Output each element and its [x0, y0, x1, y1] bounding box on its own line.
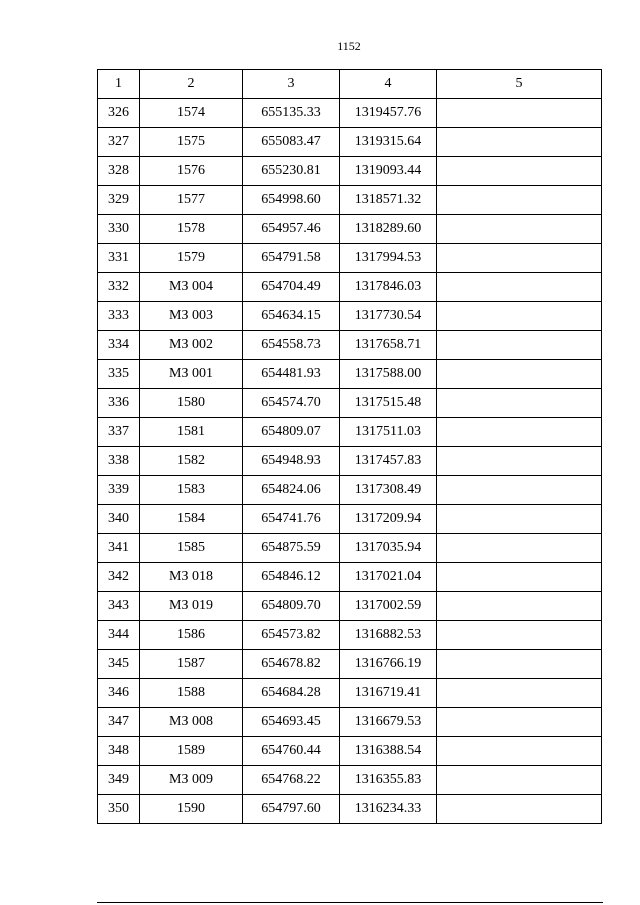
table-cell-col-3: 654634.15	[243, 302, 340, 331]
table-cell-col-5	[437, 766, 602, 795]
table-cell-col-1: 326	[98, 99, 140, 128]
table-cell-col-2: 1574	[140, 99, 243, 128]
table-cell-col-4: 1316882.53	[340, 621, 437, 650]
table-cell-col-3: 655135.33	[243, 99, 340, 128]
table-cell-col-4: 1316388.54	[340, 737, 437, 766]
table-cell-col-5	[437, 128, 602, 157]
table-cell-col-3: 654573.82	[243, 621, 340, 650]
table-row	[98, 737, 602, 766]
table-cell-col-5	[437, 273, 602, 302]
table-cell-col-4: 1317209.94	[340, 505, 437, 534]
table-cell-col-4: 1317021.04	[340, 563, 437, 592]
table-cell-col-2: МЗ 019	[140, 592, 243, 621]
table-cell-col-3: 654574.70	[243, 389, 340, 418]
table-cell-col-5	[437, 534, 602, 563]
table-cell-col-5	[437, 737, 602, 766]
table-cell-col-2: 1589	[140, 737, 243, 766]
table-cell-col-1: 348	[98, 737, 140, 766]
table-cell-col-4: 1317588.00	[340, 360, 437, 389]
table-cell-col-1: 347	[98, 708, 140, 737]
table-cell-col-4: 1317457.83	[340, 447, 437, 476]
table-cell-col-1: 340	[98, 505, 140, 534]
table-cell-col-3: 654558.73	[243, 331, 340, 360]
table-cell-col-2: 1586	[140, 621, 243, 650]
table-cell-col-1: 330	[98, 215, 140, 244]
table-cell-col-5	[437, 476, 602, 505]
table-row	[98, 360, 602, 389]
table-cell-col-2: 1580	[140, 389, 243, 418]
table-cell-col-3: 654809.70	[243, 592, 340, 621]
table-cell-col-3: 655230.81	[243, 157, 340, 186]
table-cell-col-2: 1588	[140, 679, 243, 708]
table-cell-col-3: 654684.28	[243, 679, 340, 708]
footer-rule	[97, 902, 603, 903]
table-cell-col-2: 1584	[140, 505, 243, 534]
table-cell-col-2: 1581	[140, 418, 243, 447]
table-cell-col-5	[437, 389, 602, 418]
table-cell-col-4: 1317658.71	[340, 331, 437, 360]
table-cell-col-4: 1317846.03	[340, 273, 437, 302]
table-cell-col-4: 1317511.03	[340, 418, 437, 447]
table-cell-col-1: 331	[98, 244, 140, 273]
table-cell-col-3: 654768.22	[243, 766, 340, 795]
table-cell-col-3: 654693.45	[243, 708, 340, 737]
table-cell-col-3: 654704.49	[243, 273, 340, 302]
table-cell-col-4: 1319093.44	[340, 157, 437, 186]
table-cell-col-1: 344	[98, 621, 140, 650]
table-cell-col-5	[437, 157, 602, 186]
table-row	[98, 215, 602, 244]
table-cell-col-4: 1317002.59	[340, 592, 437, 621]
table-row	[98, 302, 602, 331]
table-row	[98, 621, 602, 650]
table-cell-col-4: 1316355.83	[340, 766, 437, 795]
table-cell-col-3: 654948.93	[243, 447, 340, 476]
table-cell-col-1: 338	[98, 447, 140, 476]
table-row	[98, 708, 602, 737]
table-cell-col-4: 1316234.33	[340, 795, 437, 824]
table-cell-col-5	[437, 592, 602, 621]
table-cell-col-5	[437, 302, 602, 331]
table-cell-col-2: МЗ 001	[140, 360, 243, 389]
table-row	[98, 186, 602, 215]
table-cell-col-1: 336	[98, 389, 140, 418]
table-cell-col-3: 654957.46	[243, 215, 340, 244]
table-cell-col-2: 1590	[140, 795, 243, 824]
table-row	[98, 679, 602, 708]
table-cell-col-2: 1578	[140, 215, 243, 244]
table-row	[98, 244, 602, 273]
table-cell-col-1: 335	[98, 360, 140, 389]
table-cell-col-1: 334	[98, 331, 140, 360]
table-cell-col-5	[437, 621, 602, 650]
table-cell-col-1: 333	[98, 302, 140, 331]
table-cell-col-1: 350	[98, 795, 140, 824]
table-row	[98, 766, 602, 795]
table-row	[98, 447, 602, 476]
table-cell-col-3: 654824.06	[243, 476, 340, 505]
table-cell-col-2: 1575	[140, 128, 243, 157]
table-cell-col-1: 339	[98, 476, 140, 505]
table-cell-col-5	[437, 418, 602, 447]
table-cell-col-5	[437, 244, 602, 273]
table-cell-col-2: МЗ 018	[140, 563, 243, 592]
table-cell-col-4: 1318289.60	[340, 215, 437, 244]
table-cell-col-4: 1318571.32	[340, 186, 437, 215]
column-header-5: 5	[437, 70, 602, 99]
table-row	[98, 563, 602, 592]
table-cell-col-4: 1319457.76	[340, 99, 437, 128]
table-cell-col-4: 1317035.94	[340, 534, 437, 563]
table-cell-col-2: МЗ 003	[140, 302, 243, 331]
table-cell-col-3: 654741.76	[243, 505, 340, 534]
table-cell-col-1: 342	[98, 563, 140, 592]
table-cell-col-2: МЗ 004	[140, 273, 243, 302]
table-cell-col-2: МЗ 002	[140, 331, 243, 360]
table-cell-col-5	[437, 447, 602, 476]
table-cell-col-5	[437, 99, 602, 128]
table-row	[98, 592, 602, 621]
table-cell-col-2: МЗ 008	[140, 708, 243, 737]
table-cell-col-4: 1317308.49	[340, 476, 437, 505]
table-cell-col-5	[437, 563, 602, 592]
table-cell-col-1: 349	[98, 766, 140, 795]
column-header-1: 1	[98, 70, 140, 99]
page-number: 1152	[337, 39, 361, 53]
table-cell-col-4: 1319315.64	[340, 128, 437, 157]
table-cell-col-1: 343	[98, 592, 140, 621]
table-cell-col-3: 654678.82	[243, 650, 340, 679]
table-cell-col-5	[437, 679, 602, 708]
table-cell-col-1: 329	[98, 186, 140, 215]
table-cell-col-1: 327	[98, 128, 140, 157]
table-cell-col-3: 654846.12	[243, 563, 340, 592]
table-cell-col-3: 654481.93	[243, 360, 340, 389]
table-cell-col-4: 1316679.53	[340, 708, 437, 737]
table-cell-col-2: 1576	[140, 157, 243, 186]
table-cell-col-2: 1587	[140, 650, 243, 679]
table-cell-col-2: 1585	[140, 534, 243, 563]
coordinates-table	[97, 69, 602, 824]
table-cell-col-5	[437, 650, 602, 679]
table-cell-col-2: 1579	[140, 244, 243, 273]
table-row	[98, 650, 602, 679]
table-cell-col-1: 346	[98, 679, 140, 708]
table-cell-col-4: 1317994.53	[340, 244, 437, 273]
table-cell-col-5	[437, 215, 602, 244]
table-cell-col-4: 1316766.19	[340, 650, 437, 679]
table-cell-col-3: 654791.58	[243, 244, 340, 273]
table-cell-col-4: 1316719.41	[340, 679, 437, 708]
table-cell-col-5	[437, 331, 602, 360]
column-header-3: 3	[243, 70, 340, 99]
table-cell-col-1: 345	[98, 650, 140, 679]
table-cell-col-2: МЗ 009	[140, 766, 243, 795]
table-cell-col-5	[437, 708, 602, 737]
table-row	[98, 157, 602, 186]
table-cell-col-2: 1583	[140, 476, 243, 505]
column-header-4: 4	[340, 70, 437, 99]
table-cell-col-1: 341	[98, 534, 140, 563]
table-row	[98, 99, 602, 128]
table-cell-col-1: 337	[98, 418, 140, 447]
table-row	[98, 273, 602, 302]
table-row	[98, 389, 602, 418]
table-cell-col-5	[437, 360, 602, 389]
table-cell-col-1: 328	[98, 157, 140, 186]
table-cell-col-2: 1582	[140, 447, 243, 476]
column-header-2: 2	[140, 70, 243, 99]
table-cell-col-1: 332	[98, 273, 140, 302]
table-cell-col-5	[437, 795, 602, 824]
table-cell-col-2: 1577	[140, 186, 243, 215]
table-cell-col-4: 1317515.48	[340, 389, 437, 418]
table-row	[98, 476, 602, 505]
table-cell-col-4: 1317730.54	[340, 302, 437, 331]
table-cell-col-3: 654998.60	[243, 186, 340, 215]
table-row	[98, 795, 602, 824]
table-row	[98, 128, 602, 157]
table-row	[98, 505, 602, 534]
table-row	[98, 534, 602, 563]
table-cell-col-5	[437, 505, 602, 534]
table-header-row	[98, 70, 602, 99]
table-row	[98, 331, 602, 360]
table-cell-col-3: 654797.60	[243, 795, 340, 824]
table-cell-col-5	[437, 186, 602, 215]
table-cell-col-3: 654760.44	[243, 737, 340, 766]
table-row	[98, 418, 602, 447]
table-cell-col-3: 655083.47	[243, 128, 340, 157]
table-cell-col-3: 654809.07	[243, 418, 340, 447]
table-body	[98, 99, 602, 824]
table-cell-col-3: 654875.59	[243, 534, 340, 563]
